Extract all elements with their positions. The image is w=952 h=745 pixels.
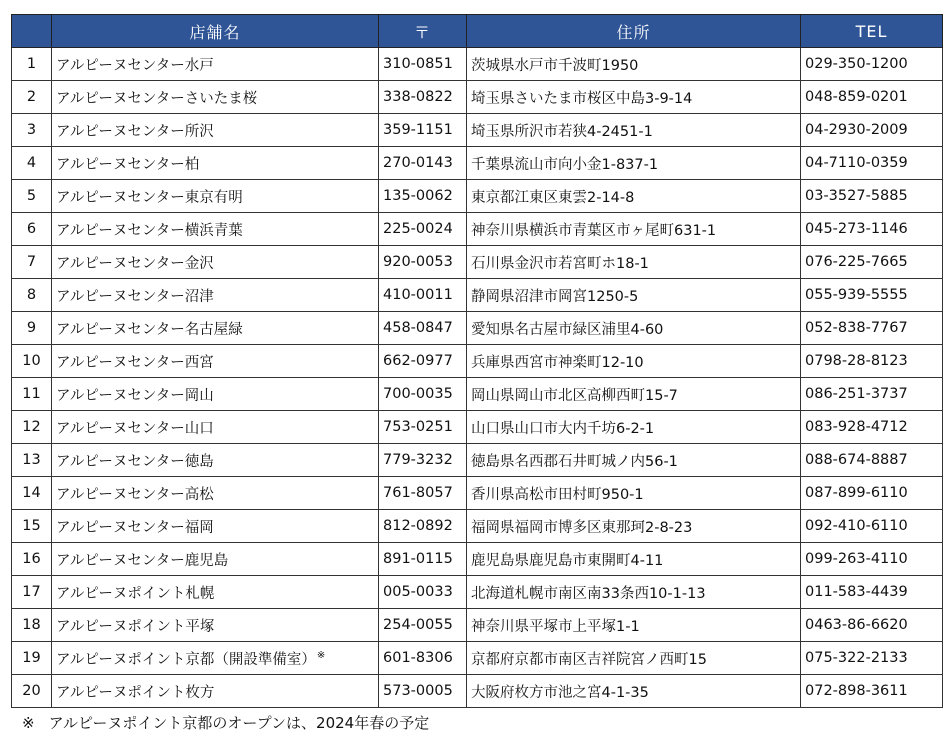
postal-code: 891-0115 [379,543,467,576]
phone-number: 088-674-8887 [801,444,943,477]
table-body [12,48,943,708]
postal-code: 410-0011 [379,279,467,312]
row-number: 9 [12,312,52,345]
row-number: 11 [12,378,52,411]
store-list-table [11,14,943,708]
phone-number: 083-928-4712 [801,411,943,444]
store-name: アルピーヌセンター福岡 [56,519,214,536]
phone-number: 075-322-2133 [801,642,943,675]
phone-number: 099-263-4110 [801,543,943,576]
table-row [12,411,943,444]
postal-code: 359-1151 [379,114,467,147]
address: 埼玉県さいたま市桜区中島3-9-14 [467,81,801,114]
postal-code: 310-0851 [379,48,467,81]
row-number: 3 [12,114,52,147]
address: 香川県高松市田村町950-1 [467,477,801,510]
address: 静岡県沼津市岡宮1250-5 [467,279,801,312]
store-name-cell [52,345,379,378]
table-row [12,675,943,708]
store-name: アルピーヌセンター横浜青葉 [56,222,243,239]
row-number: 20 [12,675,52,708]
address: 大阪府枚方市池之宮4-1-35 [467,675,801,708]
store-name-cell [52,48,379,81]
row-number: 2 [12,81,52,114]
store-name: アルピーヌセンター東京有明 [56,189,243,206]
row-number: 10 [12,345,52,378]
store-name: アルピーヌポイント枚方 [56,684,215,701]
phone-number: 011-583-4439 [801,576,943,609]
store-name-cell [52,444,379,477]
store-name-cell [52,642,379,675]
address: 岡山県岡山市北区高柳西町15-7 [467,378,801,411]
store-name: アルピーヌセンター金沢 [56,255,214,272]
table-row [12,576,943,609]
store-name-cell [52,477,379,510]
store-name-cell [52,510,379,543]
table-row [12,543,943,576]
phone-number: 0798-28-8123 [801,345,943,378]
store-name-cell [52,279,379,312]
table-row [12,510,943,543]
store-name-cell [52,213,379,246]
row-number: 6 [12,213,52,246]
postal-code: 601-8306 [379,642,467,675]
store-name: アルピーヌセンターさいたま桜 [56,90,258,107]
header-postal-code: 〒 [379,15,467,48]
table-row [12,642,943,675]
store-name: アルピーヌセンター沼津 [56,288,214,305]
store-name-cell [52,576,379,609]
phone-number: 03-3527-5885 [801,180,943,213]
phone-number: 04-2930-2009 [801,114,943,147]
row-number: 14 [12,477,52,510]
phone-number: 086-251-3737 [801,378,943,411]
table-row [12,81,943,114]
store-name: アルピーヌセンター岡山 [56,387,214,404]
postal-code: 753-0251 [379,411,467,444]
table-row [12,444,943,477]
postal-code: 662-0977 [379,345,467,378]
phone-number: 087-899-6110 [801,477,943,510]
header-store-name: 店舗名 [52,15,379,48]
table-header-row [12,15,943,48]
row-number: 8 [12,279,52,312]
phone-number: 048-859-0201 [801,81,943,114]
store-name: アルピーヌセンター山口 [56,420,214,437]
phone-number: 076-225-7665 [801,246,943,279]
table-row [12,477,943,510]
address: 茨城県水戸市千波町1950 [467,48,801,81]
store-name-cell [52,609,379,642]
table-row [12,345,943,378]
table-row [12,114,943,147]
phone-number: 04-7110-0359 [801,147,943,180]
row-number: 15 [12,510,52,543]
store-name-cell [52,378,379,411]
note-mark: ※ [316,649,326,661]
postal-code: 920-0053 [379,246,467,279]
postal-code: 761-8057 [379,477,467,510]
postal-code: 700-0035 [379,378,467,411]
store-name-cell [52,180,379,213]
postal-code: 135-0062 [379,180,467,213]
phone-number: 029-350-1200 [801,48,943,81]
row-number: 13 [12,444,52,477]
address: 京都府京都市南区吉祥院宮ノ西町15 [467,642,801,675]
table-row [12,246,943,279]
address: 東京都江東区東雲2-14-8 [467,180,801,213]
store-name: アルピーヌセンター高松 [56,486,214,503]
postal-code: 458-0847 [379,312,467,345]
store-name: アルピーヌポイント平塚 [56,618,215,635]
store-name: アルピーヌセンター水戸 [56,57,214,74]
table-row [12,180,943,213]
phone-number: 052-838-7767 [801,312,943,345]
phone-number: 0463-86-6620 [801,609,943,642]
row-number: 19 [12,642,52,675]
store-name: アルピーヌセンター鹿児島 [56,552,229,569]
address: 北海道札幌市南区南33条西10-1-13 [467,576,801,609]
postal-code: 338-0822 [379,81,467,114]
footnote-mark: ※ [22,714,35,732]
store-name: アルピーヌセンター徳島 [56,453,214,470]
store-name-cell [52,675,379,708]
postal-code: 779-3232 [379,444,467,477]
store-name: アルピーヌセンター名古屋緑 [56,321,243,338]
table-row [12,147,943,180]
footnote [22,712,429,733]
address: 兵庫県西宮市神楽町12-10 [467,345,801,378]
postal-code: 270-0143 [379,147,467,180]
postal-code: 225-0024 [379,213,467,246]
row-number: 5 [12,180,52,213]
store-name: アルピーヌセンター西宮 [56,354,214,371]
table-row [12,213,943,246]
postal-code: 812-0892 [379,510,467,543]
table-row [12,378,943,411]
store-name-cell [52,312,379,345]
table-row [12,279,943,312]
address: 千葉県流山市向小金1-837-1 [467,147,801,180]
store-name: アルピーヌポイント京都（開設準備室） [56,651,316,668]
postal-code: 005-0033 [379,576,467,609]
address: 鹿児島県鹿児島市東開町4-11 [467,543,801,576]
row-number: 17 [12,576,52,609]
store-name-cell [52,411,379,444]
store-name: アルピーヌポイント札幌 [56,585,215,602]
phone-number: 055-939-5555 [801,279,943,312]
store-name-cell [52,543,379,576]
store-name-cell [52,147,379,180]
address: 石川県金沢市若宮町ホ18-1 [467,246,801,279]
store-name-cell [52,246,379,279]
table-row [12,609,943,642]
phone-number: 092-410-6110 [801,510,943,543]
header-number [12,15,52,48]
address: 徳島県名西郡石井町城ノ内56-1 [467,444,801,477]
store-name: アルピーヌセンター柏 [56,156,200,173]
postal-code: 573-0005 [379,675,467,708]
row-number: 18 [12,609,52,642]
row-number: 4 [12,147,52,180]
header-address: 住所 [467,15,801,48]
table-row [12,312,943,345]
address: 神奈川県平塚市上平塚1-1 [467,609,801,642]
store-name-cell [52,81,379,114]
store-name: アルピーヌセンター所沢 [56,123,214,140]
address: 福岡県福岡市博多区東那珂2-8-23 [467,510,801,543]
table-row [12,48,943,81]
address: 埼玉県所沢市若狭4-2451-1 [467,114,801,147]
address: 山口県山口市大内千坊6-2-1 [467,411,801,444]
address: 神奈川県横浜市青葉区市ヶ尾町631-1 [467,213,801,246]
store-name-cell [52,114,379,147]
row-number: 1 [12,48,52,81]
phone-number: 072-898-3611 [801,675,943,708]
row-number: 7 [12,246,52,279]
footnote-text: アルピーヌポイント京都のオープンは、2024年春の予定 [48,714,430,732]
postal-code: 254-0055 [379,609,467,642]
header-tel: TEL [801,15,943,48]
row-number: 16 [12,543,52,576]
row-number: 12 [12,411,52,444]
phone-number: 045-273-1146 [801,213,943,246]
address: 愛知県名古屋市緑区浦里4-60 [467,312,801,345]
